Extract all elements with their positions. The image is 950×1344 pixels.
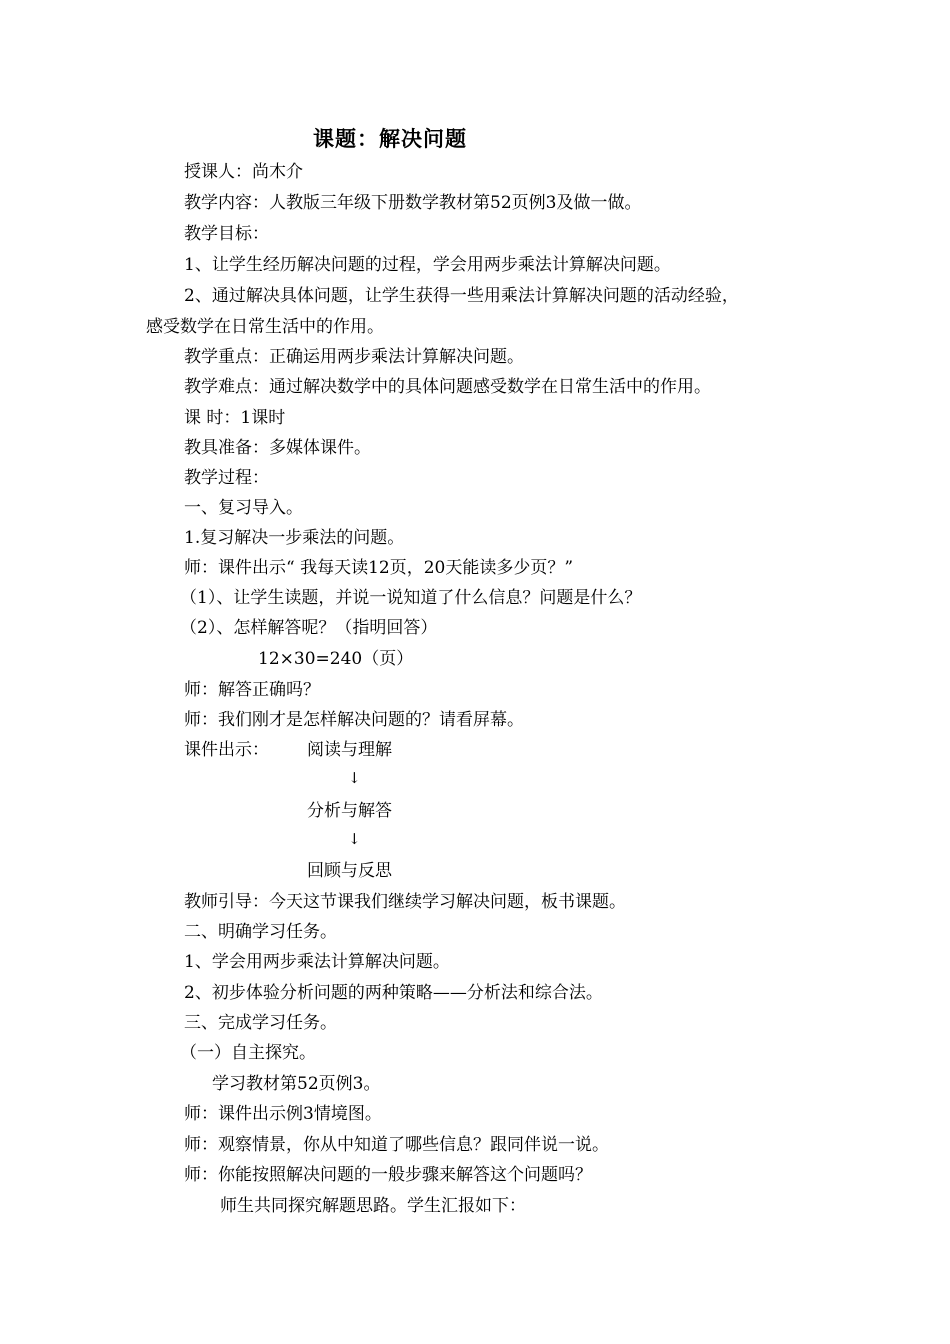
difficulty-line: 教学难点：通过解决数学中的具体问题感受数学在日常生活中的作用。 xyxy=(184,377,711,397)
teacher-scene-line: 师：课件出示例3情境图。 xyxy=(184,1104,382,1124)
flow-step-review: 回顾与反思 xyxy=(307,861,392,881)
objective-1: 1、让学生经历解决问题的过程，学会用两步乘法计算解决问题。 xyxy=(184,255,671,275)
teacher-screen-line: 师：我们刚才是怎样解决问题的？请看屏幕。 xyxy=(184,710,524,730)
key-point-line: 教学重点：正确运用两步乘法计算解决问题。 xyxy=(184,347,524,367)
step-1-line: （1）、让学生读题，并说一说知道了什么信息？问题是什么？ xyxy=(180,588,642,608)
objectives-heading: 教学目标： xyxy=(184,224,269,244)
study-line: 学习教材第52页例3。 xyxy=(212,1074,381,1094)
teacher-line: 授课人：尚木介 xyxy=(184,162,303,182)
flow-step-analyze: 分析与解答 xyxy=(307,801,392,821)
materials-line: 教具准备：多媒体课件。 xyxy=(184,438,371,458)
subsection-1-heading: （一）自主探究。 xyxy=(180,1043,316,1063)
joint-explore-line: 师生共同探究解题思路。学生汇报如下： xyxy=(220,1196,526,1216)
class-hours-line: 课 时：1课时 xyxy=(184,408,286,428)
courseware-label: 课件出示： xyxy=(184,740,269,760)
section-2-heading: 二、明确学习任务。 xyxy=(184,922,337,942)
review-line: 1.复习解决一步乘法的问题。 xyxy=(184,528,405,548)
content-line: 教学内容：人教版三年级下册数学教材第52页例3及做一做。 xyxy=(184,193,642,213)
teacher-check-line: 师：解答正确吗？ xyxy=(184,680,320,700)
objective-2-continued: 感受数学在日常生活中的作用。 xyxy=(146,317,384,337)
flow-step-read: 阅读与理解 xyxy=(307,740,392,760)
arrow-down-icon: ↓ xyxy=(348,769,361,787)
task-1-line: 1、学会用两步乘法计算解决问题。 xyxy=(184,952,450,972)
teacher-observe-line: 师：观察情景，你从中知道了哪些信息？跟同伴说一说。 xyxy=(184,1135,609,1155)
objective-2: 2、通过解决具体问题，让学生获得一些用乘法计算解决问题的活动经验， xyxy=(184,286,739,306)
process-heading: 教学过程： xyxy=(184,468,269,488)
equation-line: 12×30=240（页） xyxy=(258,649,414,669)
section-1-heading: 一、复习导入。 xyxy=(184,498,303,518)
arrow-down-icon: ↓ xyxy=(348,830,361,848)
teacher-guide-line: 教师引导：今天这节课我们继续学习解决问题，板书课题。 xyxy=(184,892,626,912)
teacher-steps-line: 师：你能按照解决问题的一般步骤来解答这个问题吗？ xyxy=(184,1165,592,1185)
step-2-line: （2）、怎样解答呢？（指明回答） xyxy=(180,618,438,638)
section-3-heading: 三、完成学习任务。 xyxy=(184,1013,337,1033)
teacher-question-line: 师：课件出示“ 我每天读12页，20天能读多少页？” xyxy=(184,558,574,578)
page-title: 课题：解决问题 xyxy=(313,126,467,151)
task-2-line: 2、初步体验分析问题的两种策略——分析法和综合法。 xyxy=(184,983,603,1003)
